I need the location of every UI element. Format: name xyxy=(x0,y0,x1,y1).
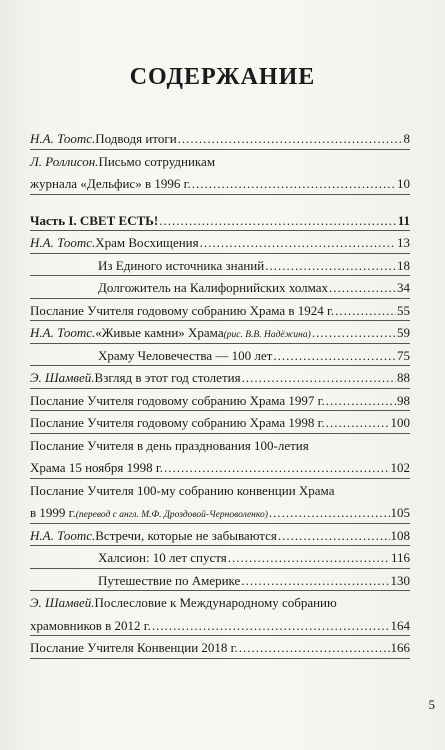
toc-page-number: 34 xyxy=(397,280,410,295)
toc-leader-dots xyxy=(326,412,390,435)
toc-entry-rule xyxy=(30,253,410,254)
toc-entry xyxy=(30,570,410,593)
toc-entry-rule xyxy=(30,433,410,434)
table-of-contents xyxy=(30,128,410,660)
toc-entry-title: Храму Человечества — 100 лет xyxy=(98,347,273,363)
toc-entry-rule xyxy=(30,545,410,546)
toc-leader-dots xyxy=(228,547,390,570)
toc-page-number: 164 xyxy=(390,617,410,633)
toc-entry xyxy=(30,435,410,458)
toc-entry-rule xyxy=(30,365,410,366)
toc-entry-title: Послесловие к Международному собранию xyxy=(94,595,337,610)
toc-page-number: 108 xyxy=(390,527,410,543)
toc-entry-title: Послание Учителя годовому собранию Храма в 1924 г. xyxy=(30,302,335,318)
toc-entry xyxy=(30,547,410,570)
toc-entry-rule xyxy=(30,194,410,195)
toc-entry xyxy=(30,412,410,435)
toc-entry-title: Послание Учителя Конвенции 2018 г. xyxy=(30,640,238,655)
toc-leader-dots xyxy=(178,128,403,151)
toc-page-number: 116 xyxy=(390,550,410,565)
toc-leader-dots xyxy=(278,525,390,548)
toc-entry-rule xyxy=(30,298,410,299)
toc-entry-rule xyxy=(30,410,410,411)
toc-entry-title: журнала «Дельфис» в 1996 г. xyxy=(30,176,191,191)
toc-entry-title: Взгляд в этот год столетия xyxy=(94,370,241,385)
toc-entry xyxy=(30,322,410,345)
toc-entry-title: Послание Учителя годовому собранию Храма 1998 г. xyxy=(30,415,325,430)
toc-entry xyxy=(30,592,410,615)
toc-page-number: 88 xyxy=(397,370,410,385)
toc-leader-dots xyxy=(241,570,389,593)
toc-entry-title: Встречи, которые не забываются xyxy=(95,527,277,543)
toc-page-number: 105 xyxy=(390,505,410,520)
toc-page-number: 130 xyxy=(390,572,410,588)
toc-entry-title: Долгожитель на Калифорнийских холмах xyxy=(98,280,329,295)
toc-leader-dots xyxy=(242,367,396,390)
toc-entry xyxy=(30,210,410,233)
toc-leader-dots xyxy=(335,300,396,323)
toc-page-number: 75 xyxy=(397,347,410,363)
toc-leader-dots xyxy=(269,502,390,525)
toc-page-number: 102 xyxy=(390,460,410,475)
toc-entry-rule xyxy=(30,635,410,636)
toc-entry-title: Храма 15 ноября 1998 г. xyxy=(30,460,163,475)
toc-entry-rule xyxy=(30,388,410,389)
toc-entry-rule xyxy=(30,320,410,321)
toc-entry-rule xyxy=(30,590,410,591)
toc-entry xyxy=(30,502,410,525)
toc-page-number: 166 xyxy=(390,640,410,655)
toc-entry xyxy=(30,367,410,390)
toc-entry xyxy=(30,151,410,174)
toc-entry-note: (рис. В.В. Надёжина) xyxy=(223,330,311,340)
toc-entry-rule xyxy=(30,230,410,231)
toc-entry xyxy=(30,173,410,196)
page-title: СОДЕРЖАНИЕ xyxy=(129,64,316,90)
toc-entry xyxy=(30,277,410,300)
toc-entry xyxy=(30,345,410,368)
toc-leader-dots xyxy=(265,255,396,278)
toc-entry-note: (перевод с англ. М.Ф. Дроздовой-Черноволенко) xyxy=(75,510,268,520)
toc-entry-title: Послание Учителя годовому собранию Храма 1997 г. xyxy=(30,392,325,408)
toc-entry xyxy=(30,390,410,413)
toc-entry-rule xyxy=(30,275,410,276)
toc-entry-author: Н.А. Тоотс. xyxy=(30,527,96,543)
toc-entry-rule xyxy=(30,343,410,344)
toc-entry xyxy=(30,300,410,323)
toc-entry-author: Н.А. Тоотс. xyxy=(30,131,96,146)
toc-leader-dots xyxy=(159,210,397,233)
toc-leader-dots xyxy=(152,615,390,638)
toc-entry-title: храмовников в 2012 г. xyxy=(30,617,151,633)
toc-entry-author: Э. Шамвей. xyxy=(30,370,95,385)
toc-leader-dots xyxy=(192,173,396,196)
toc-entry-rule xyxy=(30,478,410,479)
toc-page-number: 10 xyxy=(397,176,410,191)
toc-page-number: 11 xyxy=(397,212,410,228)
toc-entry-title: Храм Восхищения xyxy=(95,235,199,250)
toc-entry-title: Послание Учителя 100-му собранию конвенции Храма xyxy=(30,482,335,498)
toc-entry-title: Подводя итоги xyxy=(95,131,177,146)
toc-entry-rule xyxy=(30,149,410,150)
toc-page-number: 18 xyxy=(397,257,410,273)
toc-entry xyxy=(30,615,410,638)
toc-page-number: 59 xyxy=(397,325,410,340)
toc-entry-rule xyxy=(30,568,410,569)
toc-entry-title: Путешествие по Америке xyxy=(98,572,241,588)
toc-entry xyxy=(30,232,410,255)
toc-entry-title: Часть I. СВЕТ ЕСТЬ! xyxy=(30,212,159,228)
toc-entry-title: в 1999 г. xyxy=(30,505,76,520)
toc-entry xyxy=(30,480,410,503)
toc-entry-title: Послание Учителя в день празднования 100-летия xyxy=(30,437,309,453)
toc-leader-dots xyxy=(273,345,396,368)
toc-leader-dots xyxy=(239,637,390,660)
toc-leader-dots xyxy=(326,390,396,413)
toc-page-number: 55 xyxy=(397,302,410,318)
toc-entry-author: Н.А. Тоотс. xyxy=(30,325,96,340)
toc-entry-title: Из Единого источника знаний xyxy=(98,257,265,273)
toc-entry-author: Л. Роллисон. xyxy=(30,153,99,169)
toc-page-number: 8 xyxy=(403,131,410,146)
toc-leader-dots xyxy=(164,457,390,480)
toc-page-number: 100 xyxy=(390,415,410,430)
toc-entry-title: Халсион: 10 лет спустя xyxy=(98,550,227,565)
toc-entry xyxy=(30,128,410,151)
toc-page-number: 98 xyxy=(397,392,410,408)
toc-leader-dots xyxy=(312,322,396,345)
toc-entry xyxy=(30,255,410,278)
toc-page-number: 13 xyxy=(397,235,410,250)
toc-entry-title: Письмо сотрудникам xyxy=(98,153,216,169)
page-number: 5 xyxy=(428,697,435,712)
toc-entry xyxy=(30,637,410,660)
toc-entry-title: «Живые камни» Храма xyxy=(95,325,224,340)
toc-entry xyxy=(30,525,410,548)
toc-leader-dots xyxy=(200,232,396,255)
toc-entry xyxy=(30,457,410,480)
toc-entry-rule xyxy=(30,658,410,659)
toc-leader-dots xyxy=(329,277,396,300)
toc-entry-author: Н.А. Тоотс. xyxy=(30,235,96,250)
toc-entry-rule xyxy=(30,523,410,524)
toc-entry-author: Э. Шамвей. xyxy=(30,595,95,610)
